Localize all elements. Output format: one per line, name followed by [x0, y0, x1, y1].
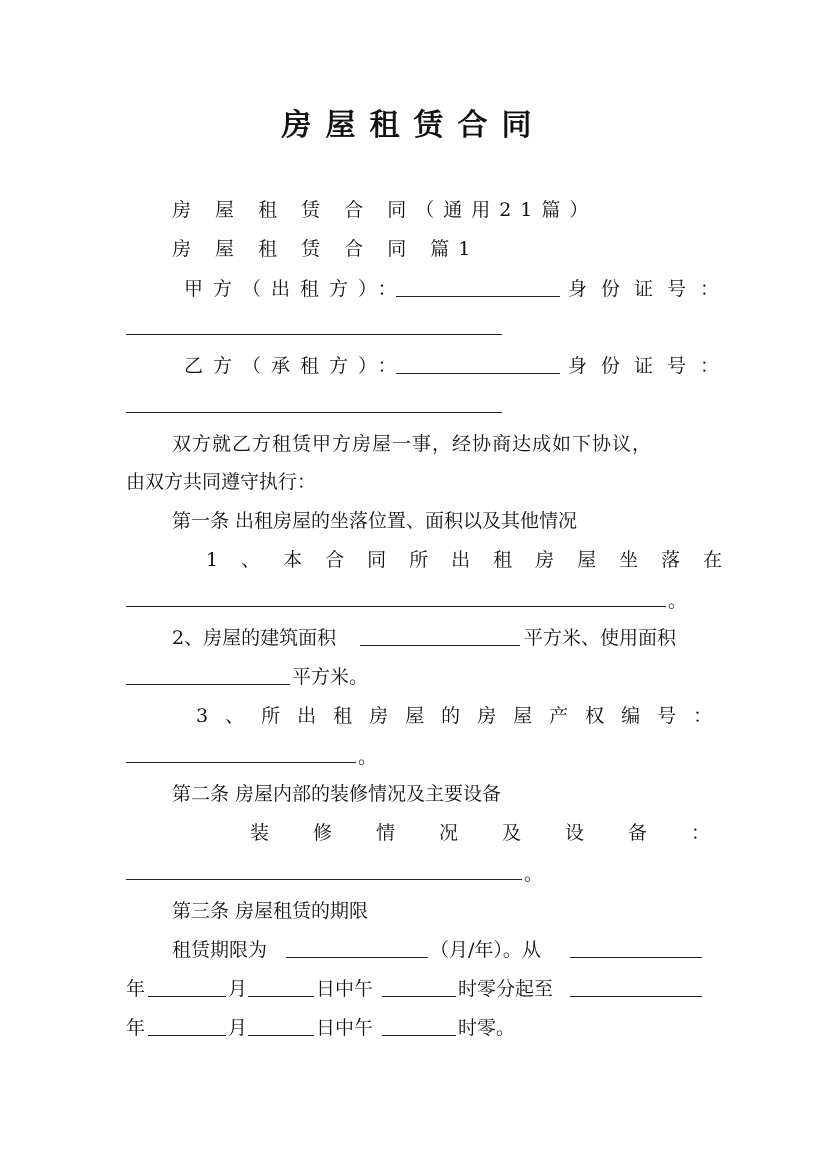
- article-1-item-2a: 2、房屋的建筑面积: [172, 627, 337, 649]
- document-subtitle: 房 屋 租 赁 合 同（通用21篇）: [172, 199, 598, 221]
- address-blank: [126, 606, 666, 607]
- section-heading: 房 屋 租 赁 合 同 篇1: [172, 238, 480, 260]
- article-1-item-1: 1、本合同所出租房屋坐落在: [206, 549, 746, 571]
- article-1-title: 第一条 出租房屋的坐落位置、面积以及其他情况: [172, 510, 578, 532]
- article-3-title: 第三条 房屋租赁的期限: [172, 900, 369, 922]
- document-title: 房屋租赁合同: [281, 108, 546, 143]
- property-number-period: 。: [358, 746, 378, 768]
- decoration-period: 。: [524, 863, 544, 885]
- usable-area-blank: [126, 684, 290, 685]
- lease-term-label: 租赁期限为: [172, 939, 268, 961]
- start-year-label: 年: [126, 978, 146, 1000]
- article-1-item-3: 3、所出租房屋的房屋产权编号：: [196, 705, 730, 727]
- lease-term-unit: （月/年）。从: [430, 939, 541, 961]
- end-year-blank: [570, 996, 702, 997]
- end-month-label: 月: [228, 1017, 248, 1039]
- article-1-item-2c: 平方米。: [292, 666, 369, 688]
- property-number-blank: [126, 762, 356, 763]
- intro-line-2: 由双方共同遵守执行：: [126, 471, 317, 493]
- start-day-blank: [248, 996, 314, 997]
- party-b-label: 乙方（承租方）：: [184, 355, 407, 377]
- end-hour-blank: [382, 1035, 456, 1036]
- article-2-item-1: 装修情况及设备：: [250, 822, 755, 844]
- start-year-blank: [570, 957, 702, 958]
- end-day-label: 日中午: [316, 1017, 374, 1039]
- start-month-blank: [148, 996, 226, 997]
- lease-term-blank: [286, 957, 428, 958]
- start-hour-blank: [382, 996, 456, 997]
- intro-line-1: 双方就乙方租赁甲方房屋一事，经协商达成如下协议，: [172, 433, 653, 455]
- party-a-blank: [396, 296, 560, 297]
- end-suffix: 时零。: [458, 1017, 516, 1039]
- address-period: 。: [668, 590, 688, 612]
- start-suffix: 时零分起至: [458, 978, 554, 1000]
- decoration-blank: [126, 879, 522, 880]
- start-day-label: 日中午: [316, 978, 374, 1000]
- end-month-blank: [148, 1035, 226, 1036]
- party-b-id-label: 身份证号：: [568, 355, 734, 377]
- party-b-id-blank: [126, 412, 502, 413]
- party-a-label: 甲方（出租方）：: [184, 278, 407, 300]
- start-month-label: 月: [228, 978, 248, 1000]
- party-a-id-blank: [126, 334, 502, 335]
- end-day-blank: [248, 1035, 314, 1036]
- party-a-id-label: 身份证号：: [568, 278, 734, 300]
- building-area-blank: [360, 645, 520, 646]
- end-year-label: 年: [126, 1017, 146, 1039]
- party-b-blank: [396, 373, 560, 374]
- article-1-item-2b: 平方米、使用面积: [524, 627, 677, 649]
- article-2-title: 第二条 房屋内部的装修情况及主要设备: [172, 783, 502, 805]
